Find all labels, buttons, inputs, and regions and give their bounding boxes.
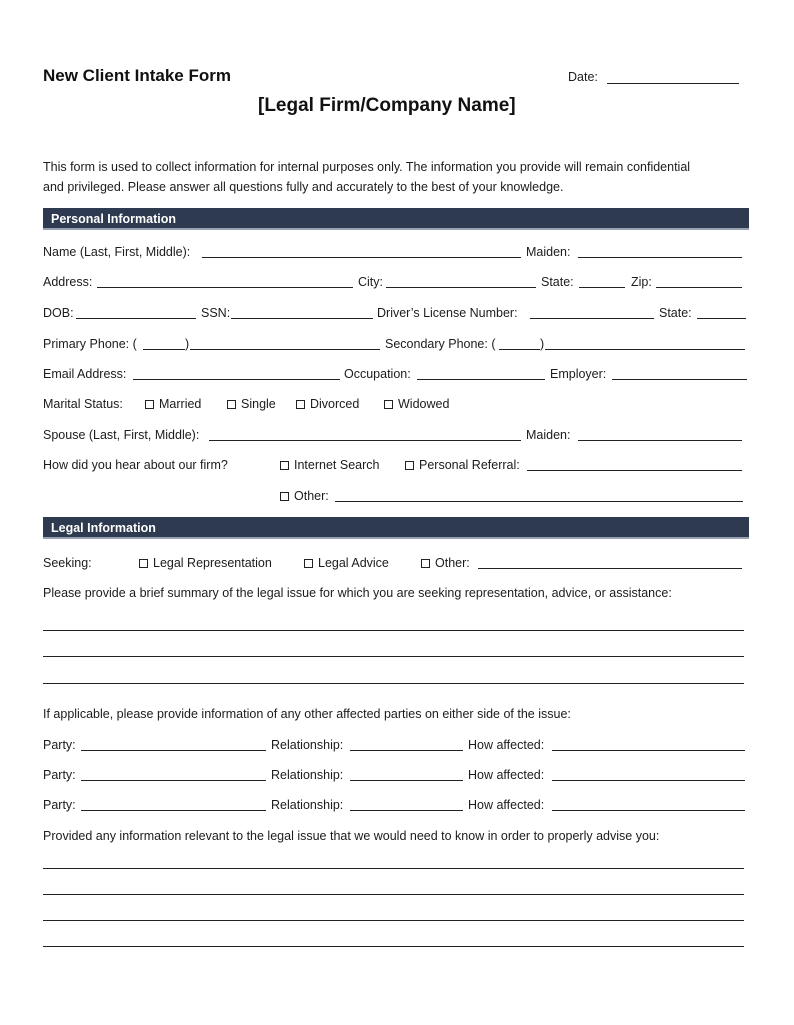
occupation-field[interactable] xyxy=(417,379,545,380)
spouse-maiden-field[interactable] xyxy=(578,440,742,441)
party-label-1: Party: xyxy=(43,738,76,752)
primary-phone-paren: ) xyxy=(185,337,190,351)
hear-about-label: How did you hear about our firm? xyxy=(43,458,228,472)
party-label-2: Party: xyxy=(43,768,76,782)
state-field[interactable] xyxy=(579,287,625,288)
summary-line-3[interactable] xyxy=(43,683,744,684)
occupation-label: Occupation: xyxy=(344,367,411,381)
marital-option-married[interactable]: Married xyxy=(145,397,201,412)
zip-label: Zip: xyxy=(631,275,652,289)
marital-option-divorced[interactable]: Divorced xyxy=(296,397,359,412)
ssn-field[interactable] xyxy=(231,318,373,319)
personal-info-heading: Personal Information xyxy=(43,208,749,230)
affected-label-2: How affected: xyxy=(468,768,545,782)
state-label: State: xyxy=(541,275,574,289)
seeking-other-checkbox[interactable] xyxy=(421,559,430,568)
intro-line-2: and privileged. Please answer all questions fully and accurately to the best of your knowledge. xyxy=(43,180,564,194)
hear-other-field[interactable] xyxy=(335,501,743,502)
affected-field-2[interactable] xyxy=(552,780,745,781)
summary-line-2[interactable] xyxy=(43,656,744,657)
divorced-checkbox[interactable] xyxy=(296,400,305,409)
address-label: Address: xyxy=(43,275,93,289)
dl-state-field[interactable] xyxy=(697,318,746,319)
name-label: Name (Last, First, Middle): xyxy=(43,245,191,259)
date-field[interactable] xyxy=(607,83,739,84)
affected-label-1: How affected: xyxy=(468,738,545,752)
affected-field-1[interactable] xyxy=(552,750,745,751)
spouse-maiden-label: Maiden: xyxy=(526,428,571,442)
zip-field[interactable] xyxy=(656,287,742,288)
seeking-other-field[interactable] xyxy=(478,568,742,569)
legal-info-heading: Legal Information xyxy=(43,517,749,539)
email-field[interactable] xyxy=(133,379,340,380)
drivers-license-field[interactable] xyxy=(530,318,654,319)
hear-option-internet[interactable]: Internet Search xyxy=(280,458,379,473)
name-field[interactable] xyxy=(202,257,521,258)
secondary-phone-field[interactable] xyxy=(545,349,745,350)
primary-phone-field[interactable] xyxy=(190,349,380,350)
personal-referral-checkbox[interactable] xyxy=(405,461,414,470)
relationship-field-2[interactable] xyxy=(350,780,463,781)
dob-field[interactable] xyxy=(76,318,196,319)
marital-option-widowed[interactable]: Widowed xyxy=(384,397,449,412)
intro-line-1: This form is used to collect information for internal purposes only. The information you provide will remain confidential xyxy=(43,160,691,174)
party-field-1[interactable] xyxy=(81,750,266,751)
employer-field[interactable] xyxy=(612,379,747,380)
firm-name: [Legal Firm/Company Name] xyxy=(258,95,516,116)
address-field[interactable] xyxy=(97,287,353,288)
relevant-line-3[interactable] xyxy=(43,920,744,921)
employer-label: Employer: xyxy=(550,367,607,381)
relevant-line-4[interactable] xyxy=(43,946,744,947)
party-label-3: Party: xyxy=(43,798,76,812)
relationship-field-1[interactable] xyxy=(350,750,463,751)
married-checkbox[interactable] xyxy=(145,400,154,409)
seeking-option-representation[interactable]: Legal Representation xyxy=(139,556,272,571)
seeking-label: Seeking: xyxy=(43,556,92,570)
relationship-field-3[interactable] xyxy=(350,810,463,811)
hear-other-checkbox[interactable] xyxy=(280,492,289,501)
hear-option-other[interactable]: Other: xyxy=(280,489,329,504)
ssn-label: SSN: xyxy=(201,306,231,320)
primary-phone-area-code[interactable] xyxy=(143,349,185,350)
form-title: New Client Intake Form xyxy=(43,66,231,85)
relevant-line-1[interactable] xyxy=(43,868,744,869)
referral-field[interactable] xyxy=(527,470,742,471)
relevant-line-2[interactable] xyxy=(43,894,744,895)
relevant-info-prompt: Provided any information relevant to the legal issue that we would need to know in order to properly advise you: xyxy=(43,829,660,843)
affected-field-3[interactable] xyxy=(552,810,745,811)
affected-label-3: How affected: xyxy=(468,798,545,812)
city-field[interactable] xyxy=(386,287,536,288)
secondary-phone-paren: ) xyxy=(540,337,545,351)
internet-search-checkbox[interactable] xyxy=(280,461,289,470)
secondary-phone-area-code[interactable] xyxy=(499,349,540,350)
seeking-option-advice[interactable]: Legal Advice xyxy=(304,556,389,571)
summary-prompt: Please provide a brief summary of the legal issue for which you are seeking representation, advice, or assistance: xyxy=(43,586,672,600)
secondary-phone-label: Secondary Phone: ( xyxy=(385,337,496,351)
spouse-field[interactable] xyxy=(209,440,521,441)
drivers-license-label: Driver’s License Number: xyxy=(377,306,518,320)
relationship-label-1: Relationship: xyxy=(271,738,344,752)
summary-line-1[interactable] xyxy=(43,630,744,631)
party-field-2[interactable] xyxy=(81,780,266,781)
dob-label: DOB: xyxy=(43,306,74,320)
relationship-label-3: Relationship: xyxy=(271,798,344,812)
seeking-option-other[interactable]: Other: xyxy=(421,556,470,571)
dl-state-label: State: xyxy=(659,306,692,320)
email-label: Email Address: xyxy=(43,367,127,381)
legal-advice-checkbox[interactable] xyxy=(304,559,313,568)
legal-representation-checkbox[interactable] xyxy=(139,559,148,568)
maiden-field[interactable] xyxy=(578,257,742,258)
parties-prompt: If applicable, please provide information of any other affected parties on either side of the issue: xyxy=(43,707,571,721)
date-label: Date: xyxy=(568,70,598,84)
maiden-label: Maiden: xyxy=(526,245,571,259)
relationship-label-2: Relationship: xyxy=(271,768,344,782)
hear-option-referral[interactable]: Personal Referral: xyxy=(405,458,520,473)
city-label: City: xyxy=(358,275,383,289)
widowed-checkbox[interactable] xyxy=(384,400,393,409)
party-field-3[interactable] xyxy=(81,810,266,811)
primary-phone-label: Primary Phone: ( xyxy=(43,337,137,351)
marital-status-label: Marital Status: xyxy=(43,397,123,411)
marital-option-single[interactable]: Single xyxy=(227,397,276,412)
single-checkbox[interactable] xyxy=(227,400,236,409)
spouse-label: Spouse (Last, First, Middle): xyxy=(43,428,200,442)
